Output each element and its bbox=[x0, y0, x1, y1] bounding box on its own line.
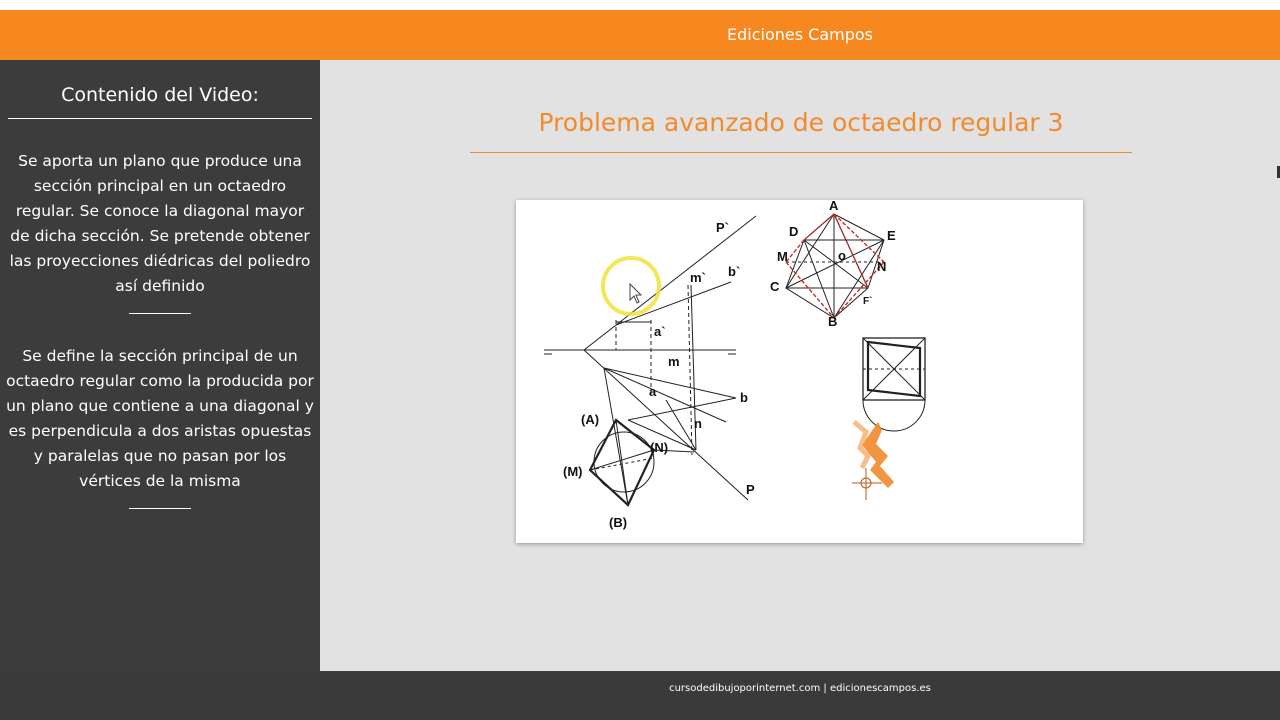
label-hex-o: o bbox=[838, 248, 846, 263]
main-content bbox=[320, 60, 1280, 671]
diagram-figure bbox=[516, 200, 1083, 543]
site-title[interactable]: Ediciones Campos bbox=[727, 25, 873, 44]
label-hex-m: M bbox=[777, 249, 788, 264]
label-hex-f-prime: F` bbox=[863, 296, 873, 307]
page-title: Problema avanzado de octaedro regular 3 bbox=[470, 106, 1132, 153]
label-m: m bbox=[668, 354, 680, 369]
label-hex-a: A bbox=[829, 200, 839, 213]
top-strip bbox=[0, 0, 1280, 10]
label-n-paren: (N) bbox=[650, 440, 669, 455]
sidebar-heading: Contenido del Video: bbox=[8, 84, 312, 119]
label-m-paren: (M) bbox=[563, 464, 583, 479]
sidebar-divider bbox=[129, 508, 191, 509]
label-p: P bbox=[746, 482, 755, 497]
label-a-prime: a` bbox=[654, 324, 666, 339]
mouse-cursor-icon bbox=[630, 284, 641, 303]
label-hex-e: E bbox=[887, 228, 896, 243]
label-hex-c: C bbox=[770, 279, 780, 294]
label-b-paren: (B) bbox=[609, 515, 628, 530]
sidebar-divider bbox=[129, 313, 191, 314]
label-hex-b: B bbox=[828, 314, 838, 329]
label-n: n bbox=[694, 416, 702, 431]
label-a-paren: (A) bbox=[581, 412, 600, 427]
octahedron-diagram bbox=[516, 200, 1083, 543]
label-a: a bbox=[649, 384, 657, 399]
footer-links[interactable]: cursodedibujoporinternet.com | edicionescampos.es bbox=[669, 683, 931, 694]
label-m-prime: m` bbox=[690, 270, 706, 285]
label-hex-d: D bbox=[789, 224, 799, 239]
ediciones-campos-logo-icon bbox=[852, 422, 894, 500]
label-hex-n: N bbox=[877, 259, 887, 274]
label-p-prime: P` bbox=[716, 220, 729, 235]
label-b: b bbox=[740, 390, 748, 405]
sidebar-description-2: Se define la sección principal de un octaedro regular como la producida por un plano que contiene a una diagonal y es perpendicula a dos aristas opuestas y paralelas que no pasan por los vértices de la misma bbox=[6, 347, 314, 490]
label-b-prime: b` bbox=[728, 264, 741, 279]
footer-bar bbox=[0, 671, 1280, 720]
sidebar bbox=[0, 60, 320, 671]
header-bar bbox=[0, 10, 1280, 60]
sidebar-description-1: Se aporta un plano que produce una sección principal en un octaedro regular. Se conoce la diagonal mayor de dicha sección. Se pretende obtener las proyecciones diédricas del poliedro así definido bbox=[9, 152, 311, 295]
